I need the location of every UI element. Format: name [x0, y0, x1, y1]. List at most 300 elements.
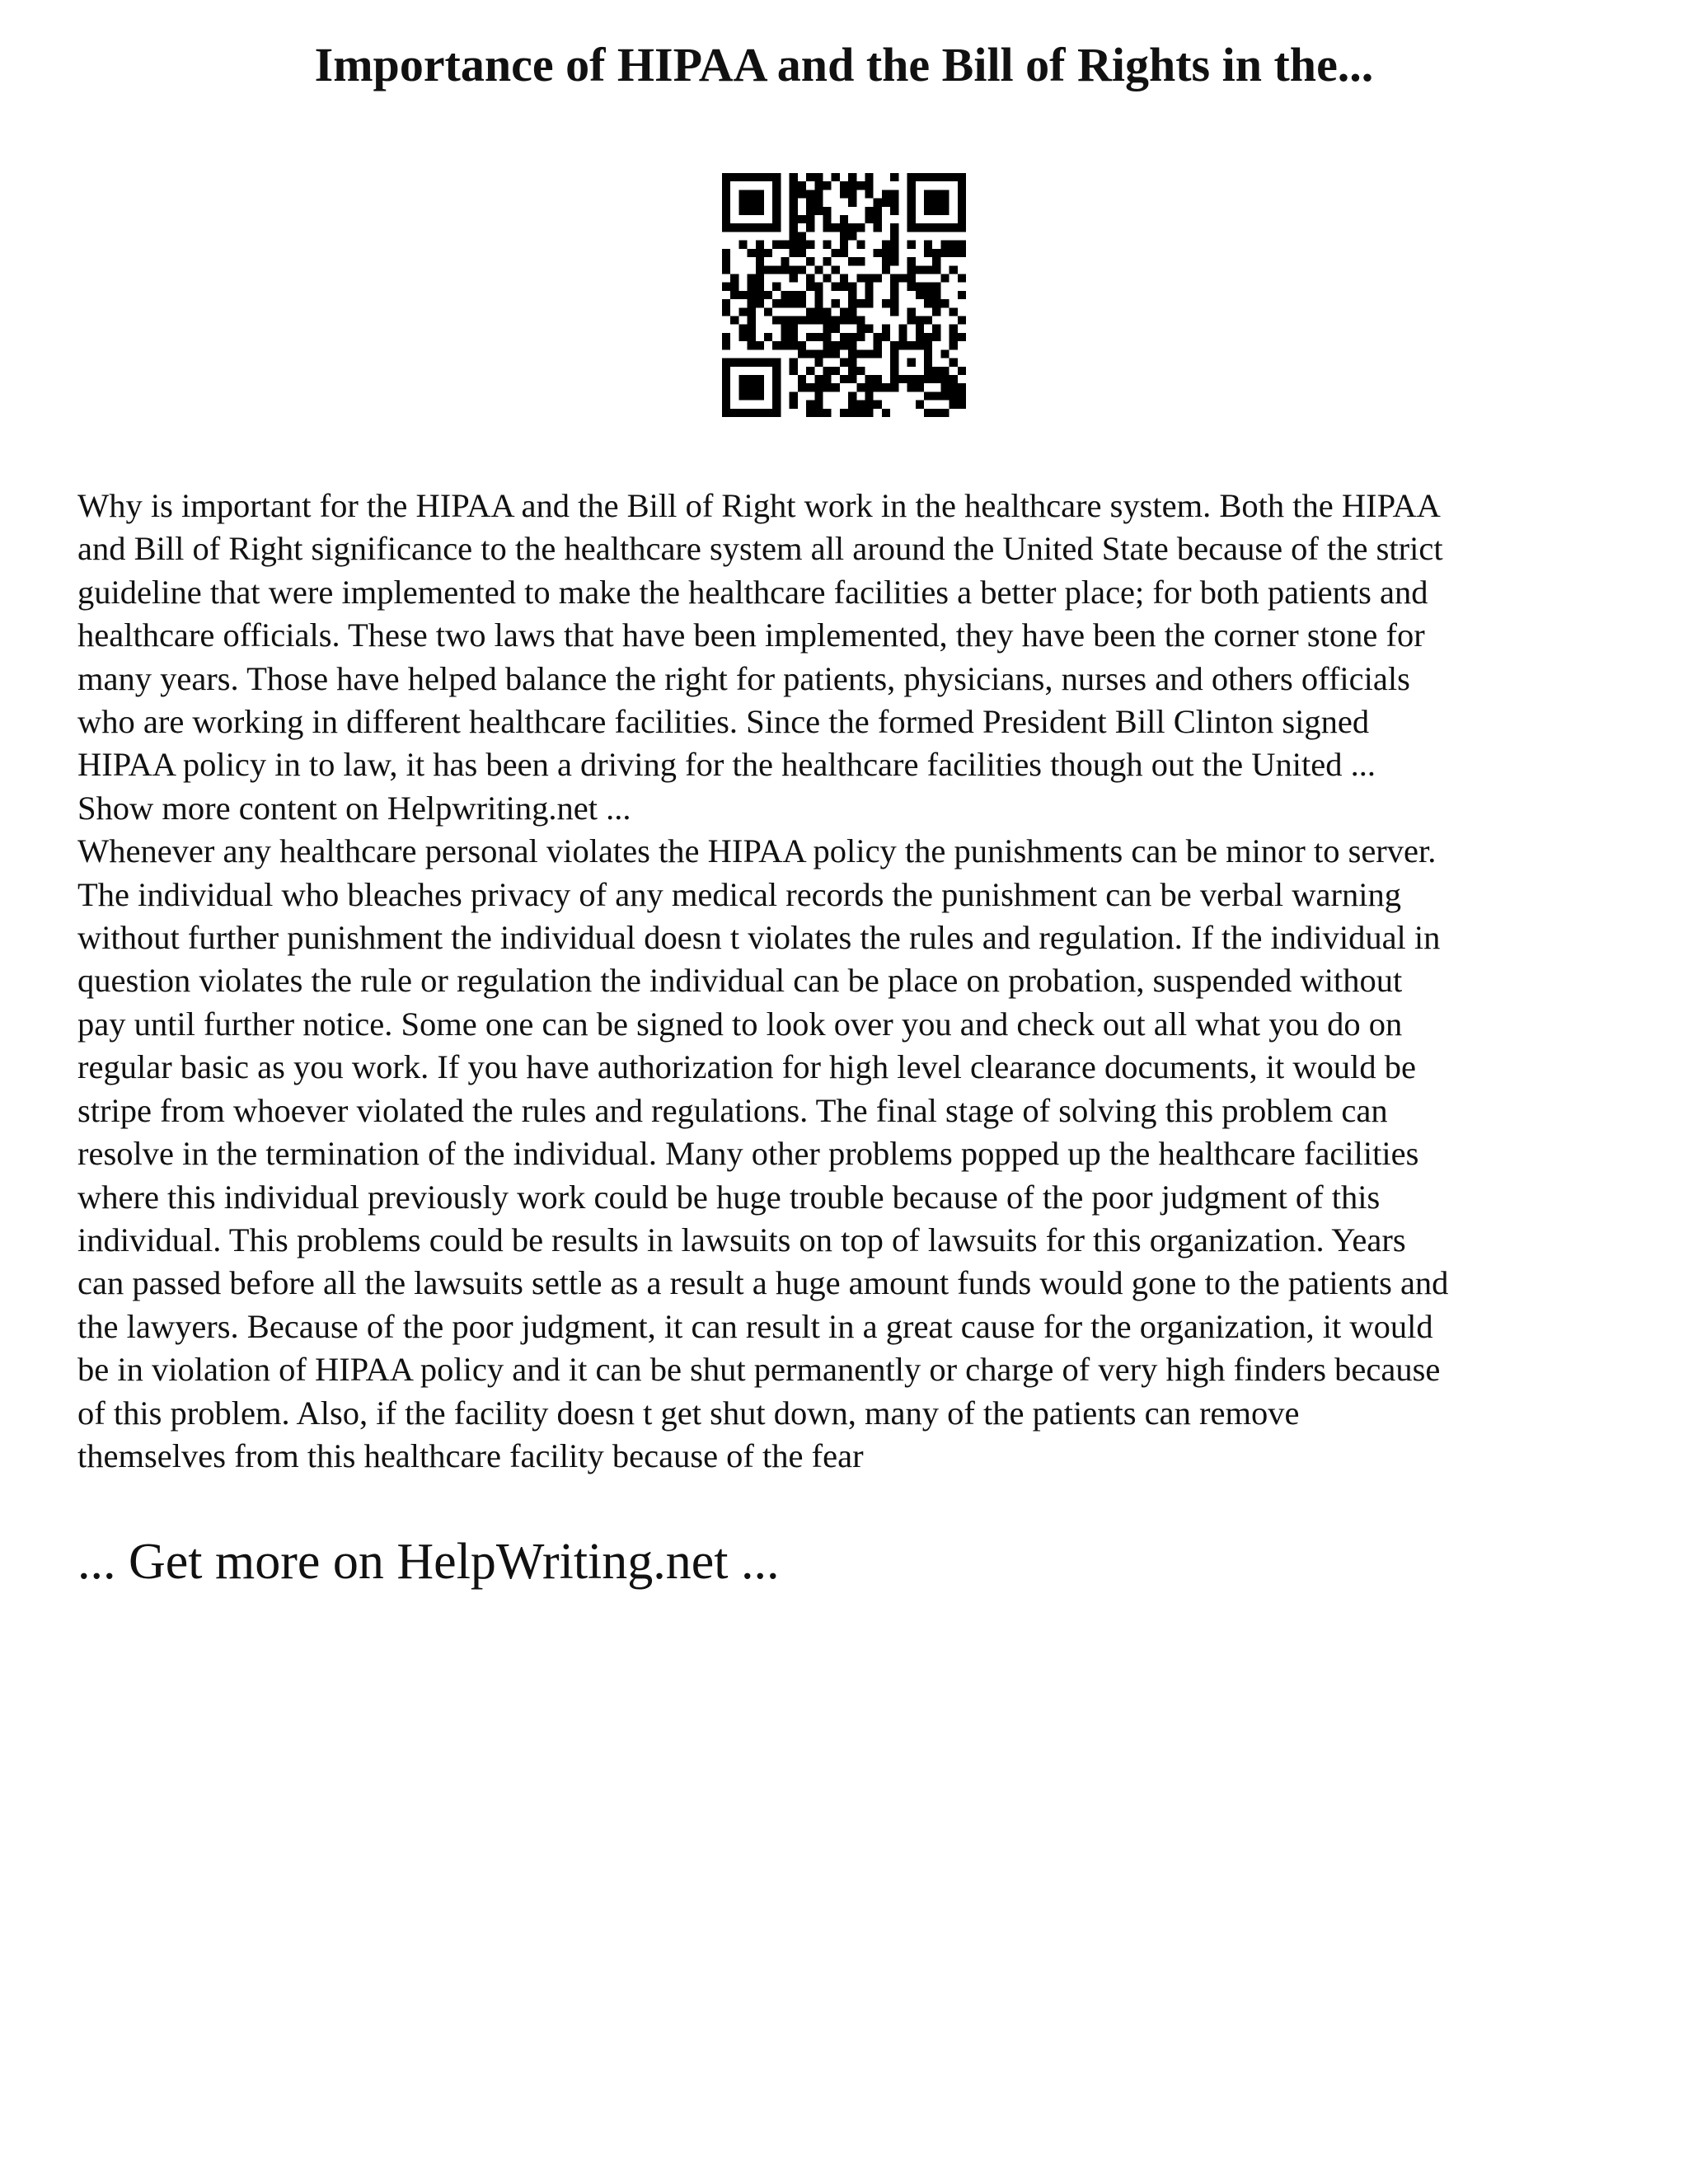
qr-module — [856, 383, 865, 391]
qr-module — [823, 207, 831, 215]
show-more-link[interactable]: Show more content on Helpwriting.net ... — [77, 789, 631, 827]
qr-module — [865, 291, 874, 299]
qr-module — [890, 199, 898, 207]
qr-module — [772, 173, 781, 181]
qr-module — [932, 265, 940, 274]
qr-module — [798, 249, 806, 257]
qr-module — [958, 274, 966, 282]
qr-module — [748, 299, 756, 307]
qr-module — [890, 299, 898, 307]
qr-module — [823, 181, 831, 190]
body-line: pay until further notice. Some one can be signed to look over you and check out all what you do on — [77, 1005, 1403, 1043]
qr-module — [840, 215, 848, 223]
qr-module — [790, 232, 798, 240]
qr-module — [722, 299, 730, 307]
qr-module — [874, 223, 882, 232]
qr-module — [924, 291, 932, 299]
qr-module — [856, 257, 865, 265]
qr-module — [898, 341, 907, 349]
qr-module — [840, 359, 848, 367]
qr-module — [840, 307, 848, 316]
body-line: individual. This problems could be results in lawsuits on top of lawsuits for this organization. Years — [77, 1221, 1406, 1258]
qr-module — [940, 173, 949, 181]
qr-module — [832, 349, 840, 358]
qr-module — [865, 173, 874, 181]
qr-module — [924, 391, 932, 400]
qr-module — [907, 307, 916, 316]
body-line: be in violation of HIPAA policy and it can be shut permanently or charge of very high finders because — [77, 1351, 1441, 1389]
qr-module — [756, 173, 764, 181]
qr-module — [848, 291, 856, 299]
qr-module — [907, 215, 916, 223]
qr-module — [738, 325, 747, 333]
qr-module — [848, 223, 856, 232]
qr-module — [848, 401, 856, 409]
qr-module — [907, 283, 916, 291]
qr-module — [924, 207, 932, 215]
qr-module — [874, 349, 882, 358]
qr-module — [832, 316, 840, 325]
qr-module — [798, 349, 806, 358]
qr-module — [748, 341, 756, 349]
qr-module — [730, 409, 738, 417]
qr-module — [748, 325, 756, 333]
qr-module — [722, 283, 730, 291]
qr-module — [916, 341, 924, 349]
qr-module — [772, 299, 781, 307]
qr-module — [916, 173, 924, 181]
qr-module — [832, 367, 840, 375]
qr-module — [907, 190, 916, 198]
qr-module — [848, 181, 856, 190]
qr-module — [772, 215, 781, 223]
qr-module — [756, 383, 764, 391]
qr-module — [916, 291, 924, 299]
qr-module — [882, 199, 890, 207]
qr-module — [958, 241, 966, 249]
qr-module — [722, 367, 730, 375]
qr-module — [730, 316, 738, 325]
qr-module — [890, 173, 898, 181]
qr-module — [738, 391, 747, 400]
qr-module — [722, 181, 730, 190]
qr-module — [940, 383, 949, 391]
qr-module — [950, 401, 958, 409]
qr-module — [748, 383, 756, 391]
qr-module — [772, 283, 781, 291]
qr-module — [865, 401, 874, 409]
qr-module — [781, 257, 789, 265]
qr-module — [950, 249, 958, 257]
qr-module — [907, 207, 916, 215]
qr-module — [756, 341, 764, 349]
qr-module — [772, 265, 781, 274]
qr-module — [772, 383, 781, 391]
qr-module — [832, 173, 840, 181]
qr-module — [814, 391, 823, 400]
qr-module — [781, 316, 789, 325]
qr-module — [764, 409, 772, 417]
qr-module — [840, 232, 848, 240]
qr-module — [950, 359, 958, 367]
qr-module — [958, 190, 966, 198]
qr-module — [940, 223, 949, 232]
qr-module — [738, 190, 747, 198]
qr-module — [924, 316, 932, 325]
qr-module — [890, 283, 898, 291]
qr-module — [823, 341, 831, 349]
qr-module — [890, 232, 898, 240]
qr-module — [840, 333, 848, 341]
qr-module — [722, 223, 730, 232]
qr-module — [874, 215, 882, 223]
qr-module — [730, 223, 738, 232]
qr-module — [848, 232, 856, 240]
qr-module — [916, 401, 924, 409]
qr-module — [848, 367, 856, 375]
qr-module — [832, 299, 840, 307]
qr-module — [907, 375, 916, 383]
qr-module — [814, 333, 823, 341]
qr-module — [722, 333, 730, 341]
qr-module — [950, 341, 958, 349]
qr-module — [832, 249, 840, 257]
qr-module — [772, 341, 781, 349]
qr-module — [832, 341, 840, 349]
body-line: resolve in the termination of the individual. Many other problems popped up the healthcare facilities — [77, 1135, 1419, 1173]
qr-module — [940, 409, 949, 417]
qr-module — [781, 299, 789, 307]
qr-module — [916, 223, 924, 232]
qr-module — [940, 299, 949, 307]
qr-module — [748, 173, 756, 181]
qr-module — [823, 215, 831, 223]
body-line: of this problem. Also, if the facility doesn t get shut down, many of the patients can remove — [77, 1394, 1300, 1432]
qr-module — [924, 333, 932, 341]
qr-module — [756, 409, 764, 417]
qr-module — [848, 341, 856, 349]
qr-module — [814, 207, 823, 215]
qr-module — [798, 265, 806, 274]
qr-module — [790, 299, 798, 307]
qr-module — [748, 291, 756, 299]
qr-module — [730, 173, 738, 181]
qr-module — [806, 349, 814, 358]
qr-module — [798, 241, 806, 249]
qr-module — [764, 307, 772, 316]
qr-module — [874, 333, 882, 341]
qr-module — [840, 190, 848, 198]
qr-module — [865, 383, 874, 391]
qr-module — [790, 341, 798, 349]
qr-module — [823, 349, 831, 358]
qr-module — [916, 283, 924, 291]
qr-module — [916, 333, 924, 341]
qr-module — [722, 215, 730, 223]
qr-module — [806, 383, 814, 391]
qr-module — [932, 173, 940, 181]
qr-module — [856, 181, 865, 190]
qr-module — [781, 291, 789, 299]
qr-module — [848, 283, 856, 291]
qr-module — [907, 223, 916, 232]
qr-module — [874, 383, 882, 391]
qr-module — [932, 391, 940, 400]
qr-module — [806, 367, 814, 375]
body-line: who are working in different healthcare facilities. Since the formed President Bill Clinton signed — [77, 703, 1370, 741]
qr-module — [764, 223, 772, 232]
qr-module — [748, 391, 756, 400]
qr-module — [958, 215, 966, 223]
qr-module — [865, 299, 874, 307]
qr-module — [856, 316, 865, 325]
qr-module — [798, 232, 806, 240]
qr-module — [814, 283, 823, 291]
qr-module — [722, 249, 730, 257]
qr-module — [722, 341, 730, 349]
qr-module — [722, 409, 730, 417]
body-line: many years. Those have helped balance the right for patients, physicians, nurses and others officials — [77, 659, 1410, 697]
qr-module — [781, 341, 789, 349]
qr-module — [840, 274, 848, 282]
qr-module — [798, 299, 806, 307]
qr-module — [790, 325, 798, 333]
qr-module — [958, 181, 966, 190]
qr-module — [848, 316, 856, 325]
qr-module — [856, 367, 865, 375]
qr-module — [798, 316, 806, 325]
qr-module — [865, 181, 874, 190]
qr-module — [756, 291, 764, 299]
qr-module — [772, 391, 781, 400]
qr-module — [865, 349, 874, 358]
qr-module — [756, 241, 764, 249]
qr-module — [840, 375, 848, 383]
qr-module — [890, 375, 898, 383]
qr-module — [722, 207, 730, 215]
qr-module — [781, 333, 789, 341]
qr-module — [738, 375, 747, 383]
qr-module — [924, 359, 932, 367]
qr-module — [738, 207, 747, 215]
qr-module — [958, 391, 966, 400]
qr-module — [940, 274, 949, 282]
qr-module — [882, 241, 890, 249]
qr-module — [790, 199, 798, 207]
qr-module — [756, 207, 764, 215]
qr-module — [890, 349, 898, 358]
qr-module — [748, 283, 756, 291]
qr-module — [950, 173, 958, 181]
qr-module — [848, 173, 856, 181]
qr-module — [856, 349, 865, 358]
qr-module — [907, 316, 916, 325]
qr-module — [848, 299, 856, 307]
qr-module — [814, 349, 823, 358]
qr-module — [790, 223, 798, 232]
qr-module — [907, 241, 916, 249]
qr-module — [932, 199, 940, 207]
qr-module — [790, 333, 798, 341]
qr-module — [916, 383, 924, 391]
qr-module — [823, 223, 831, 232]
qr-module — [916, 375, 924, 383]
qr-module — [738, 359, 747, 367]
qr-module — [950, 223, 958, 232]
qr-module — [790, 249, 798, 257]
qr-module — [856, 274, 865, 282]
qr-module — [865, 215, 874, 223]
qr-module — [932, 207, 940, 215]
qr-module — [890, 359, 898, 367]
qr-module — [856, 325, 865, 333]
qr-module — [722, 375, 730, 383]
qr-module — [874, 207, 882, 215]
qr-module — [772, 223, 781, 232]
qr-module — [806, 173, 814, 181]
qr-module — [814, 199, 823, 207]
body-line: can passed before all the lawsuits settle as a result a huge amount funds would gone to the patients and — [77, 1264, 1449, 1302]
qr-module — [722, 257, 730, 265]
qr-module — [940, 207, 949, 215]
qr-module — [814, 265, 823, 274]
qr-module — [823, 274, 831, 282]
qr-module — [781, 265, 789, 274]
qr-module — [790, 207, 798, 215]
qr-module — [882, 257, 890, 265]
qr-module — [874, 249, 882, 257]
qr-module — [772, 199, 781, 207]
qr-module — [924, 190, 932, 198]
qr-module — [907, 199, 916, 207]
qr-module — [940, 375, 949, 383]
get-more-link[interactable]: ... Get more on HelpWriting.net ... — [77, 1534, 780, 1590]
qr-module — [848, 349, 856, 358]
qr-module — [924, 283, 932, 291]
qr-module — [890, 291, 898, 299]
body-line: stripe from whoever violated the rules and regulations. The final stage of solving this problem can — [77, 1091, 1388, 1129]
qr-module — [865, 190, 874, 198]
qr-module — [958, 367, 966, 375]
body-line: the lawyers. Because of the poor judgment, it can result in a great cause for the organization, it would — [77, 1307, 1433, 1345]
qr-module — [756, 257, 764, 265]
qr-module — [874, 401, 882, 409]
qr-module — [790, 173, 798, 181]
qr-module — [907, 274, 916, 282]
body-line: and Bill of Right significance to the healthcare system all around the United State because of the strict — [77, 530, 1443, 568]
qr-module — [840, 409, 848, 417]
qr-module — [907, 181, 916, 190]
qr-module — [865, 375, 874, 383]
qr-module — [924, 249, 932, 257]
qr-module — [806, 223, 814, 232]
qr-module — [748, 359, 756, 367]
qr-module — [722, 383, 730, 391]
qr-module — [814, 181, 823, 190]
body-line: Whenever any healthcare personal violates the HIPAA policy the punishments can be minor to server. — [77, 832, 1437, 870]
qr-module — [958, 333, 966, 341]
qr-module — [907, 257, 916, 265]
qr-module — [790, 401, 798, 409]
body-line: The individual who bleaches privacy of any medical records the punishment can be verbal warning — [77, 875, 1401, 913]
qr-module — [790, 181, 798, 190]
qr-module — [798, 383, 806, 391]
qr-module — [874, 199, 882, 207]
qr-module — [924, 341, 932, 349]
body-line: where this individual previously work could be huge trouble because of the poor judgment of this — [77, 1178, 1381, 1216]
qr-module — [924, 299, 932, 307]
qr-module — [865, 391, 874, 400]
qr-module — [932, 307, 940, 316]
qr-module — [890, 207, 898, 215]
qr-module — [823, 241, 831, 249]
qr-module — [840, 341, 848, 349]
qr-module — [840, 223, 848, 232]
qr-module — [958, 223, 966, 232]
qr-module — [823, 333, 831, 341]
qr-module — [722, 190, 730, 198]
qr-module — [848, 333, 856, 341]
qr-module — [730, 359, 738, 367]
qr-module — [832, 383, 840, 391]
qr-module — [738, 383, 747, 391]
qr-module — [916, 325, 924, 333]
qr-module — [748, 199, 756, 207]
qr-module — [814, 401, 823, 409]
qr-module — [856, 401, 865, 409]
qr-module — [772, 316, 781, 325]
body-line: healthcare officials. These two laws that have been implemented, they have been the corner stone for — [77, 616, 1425, 654]
qr-module — [814, 375, 823, 383]
qr-module — [722, 391, 730, 400]
qr-module — [781, 241, 789, 249]
qr-module — [814, 316, 823, 325]
qr-module — [772, 359, 781, 367]
qr-module — [806, 190, 814, 198]
qr-module — [924, 409, 932, 417]
qr-module — [916, 316, 924, 325]
qr-module — [848, 199, 856, 207]
qr-module — [764, 173, 772, 181]
qr-module — [756, 249, 764, 257]
qr-module — [950, 383, 958, 391]
qr-module — [798, 190, 806, 198]
qr-module — [874, 341, 882, 349]
qr-module — [932, 257, 940, 265]
qr-module — [823, 316, 831, 325]
qr-module — [806, 401, 814, 409]
body-line: guideline that were implemented to make the healthcare facilities a better place; for both patients and — [77, 573, 1428, 611]
qr-module — [832, 325, 840, 333]
qr-module — [756, 265, 764, 274]
qr-module — [865, 274, 874, 282]
qr-module — [722, 307, 730, 316]
qr-module — [865, 283, 874, 291]
qr-module — [756, 375, 764, 383]
qr-module — [790, 274, 798, 282]
qr-module — [756, 274, 764, 282]
qr-module — [940, 349, 949, 358]
qr-module — [958, 383, 966, 391]
qr-module — [806, 207, 814, 215]
qr-module — [738, 333, 747, 341]
qr-module — [907, 265, 916, 274]
qr-module — [848, 257, 856, 265]
qr-module — [806, 257, 814, 265]
qr-module — [890, 249, 898, 257]
qr-module — [848, 359, 856, 367]
qr-module — [806, 316, 814, 325]
